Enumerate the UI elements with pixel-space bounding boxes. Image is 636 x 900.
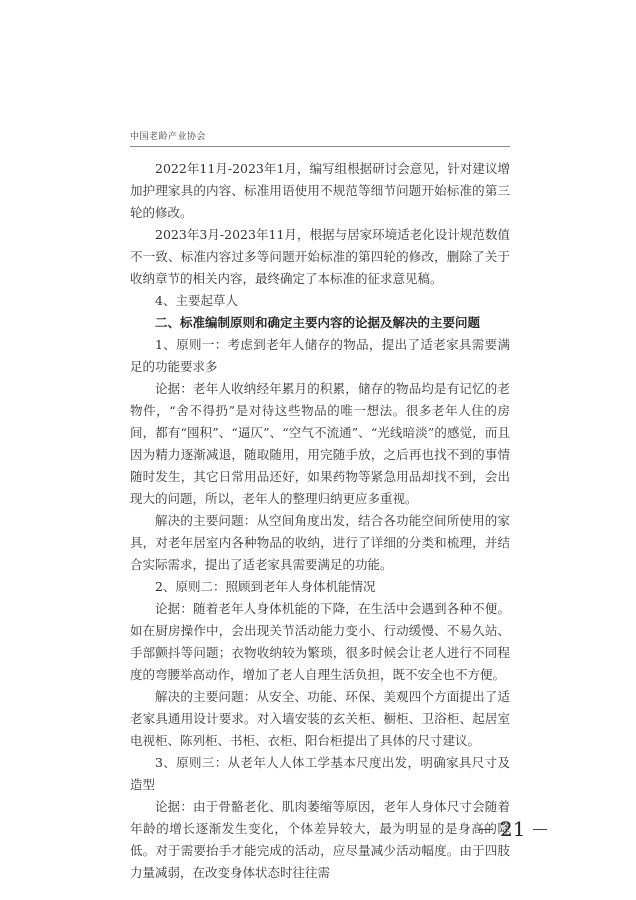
paragraph: 解决的主要问题：从空间角度出发，结合各功能空间所使用的家具，对老年居室内各种物品的收纳，进行了详细的分类和梳理，并结合实际需求，提出了适老家具需要满足的功能。: [130, 513, 510, 572]
page-footer: [478, 817, 547, 841]
paragraph: 2022年11月-2023年1月，编写组根据研讨会意见，针对建议增加护理家具的内容、标准用语使用不规范等细节问题开始标准的第三轮的修改。: [130, 161, 510, 220]
section-heading: 二、标准编制原则和确定主要内容的论据及解决的主要问题: [155, 315, 481, 330]
paragraph: 2、原则二：照顾到老年人身体机能情况: [155, 579, 376, 594]
paragraph: 论据：老年人收纳经年累月的积累，储存的物品均是有记忆的老物件，“舍不得扔”是对待这些物品的唯一想法。很多老年人住的房间，都有“囤积”、“逼仄”、“空气不流通”、“光线暗淡”的感觉，而且因为精力逐渐减退，随取随用，用完随手放，之后再也找不到的事情随时发生，其它日常用品还好，如果药物等紧急用品却找不到，会出现大的问题，所以，老年人的整理归纳更应多重视。: [130, 381, 510, 506]
page-number: 21: [500, 817, 526, 841]
paragraph: 3、原则三：从老年人人体工学基本尺度出发，明确家具尺寸及造型: [130, 755, 510, 792]
running-header: 中国老龄产业协会: [130, 132, 207, 142]
paragraph: 论据：随着老年人身体机能的下降，在生活中会遇到各种不便。如在厨房操作中，会出现关节活动能力变小、行动缓慢、不易久站、手部颤抖等问题；衣物收纳较为繁琐，很多时候会让老人进行不同程度的弯腰举高动作，增加了老人自理生活负担，既不安全也不方便。: [130, 601, 510, 682]
paragraph: 4、主要起草人: [155, 293, 238, 308]
body-text: [130, 158, 510, 884]
paragraph: 解决的主要问题：从安全、功能、环保、美观四个方面提出了适老家具通用设计要求。对入墙安装的玄关柜、橱柜、卫浴柜、起居室电视柜、陈列柜、书柜、衣柜、阳台柜提出了具体的尺寸建议。: [130, 689, 510, 748]
paragraph: 2023年3月-2023年11月，根据与居家环境适老化设计规范数值不一致、标准内容过多等问题开始标准的第四轮的修改，删除了关于收纳章节的相关内容，最终确定了本标准的征求意见稿。: [130, 227, 510, 286]
dash-left: [478, 829, 492, 830]
header-rule: [130, 146, 510, 147]
dash-right: [533, 829, 547, 830]
paragraph: 1、原则一：考虑到老年人储存的物品，提出了适老家具需要满足的功能要求多: [130, 337, 510, 374]
paragraph: 论据：由于骨骼老化、肌肉萎缩等原因，老年人身体尺寸会随着年龄的增长逐渐发生变化，个体差异较大，最为明显的是身高的降低。对于需要抬手才能完成的活动，应尽量减少活动幅度。由于四肢力量减弱，在改变身体状态时往往需: [130, 799, 510, 880]
